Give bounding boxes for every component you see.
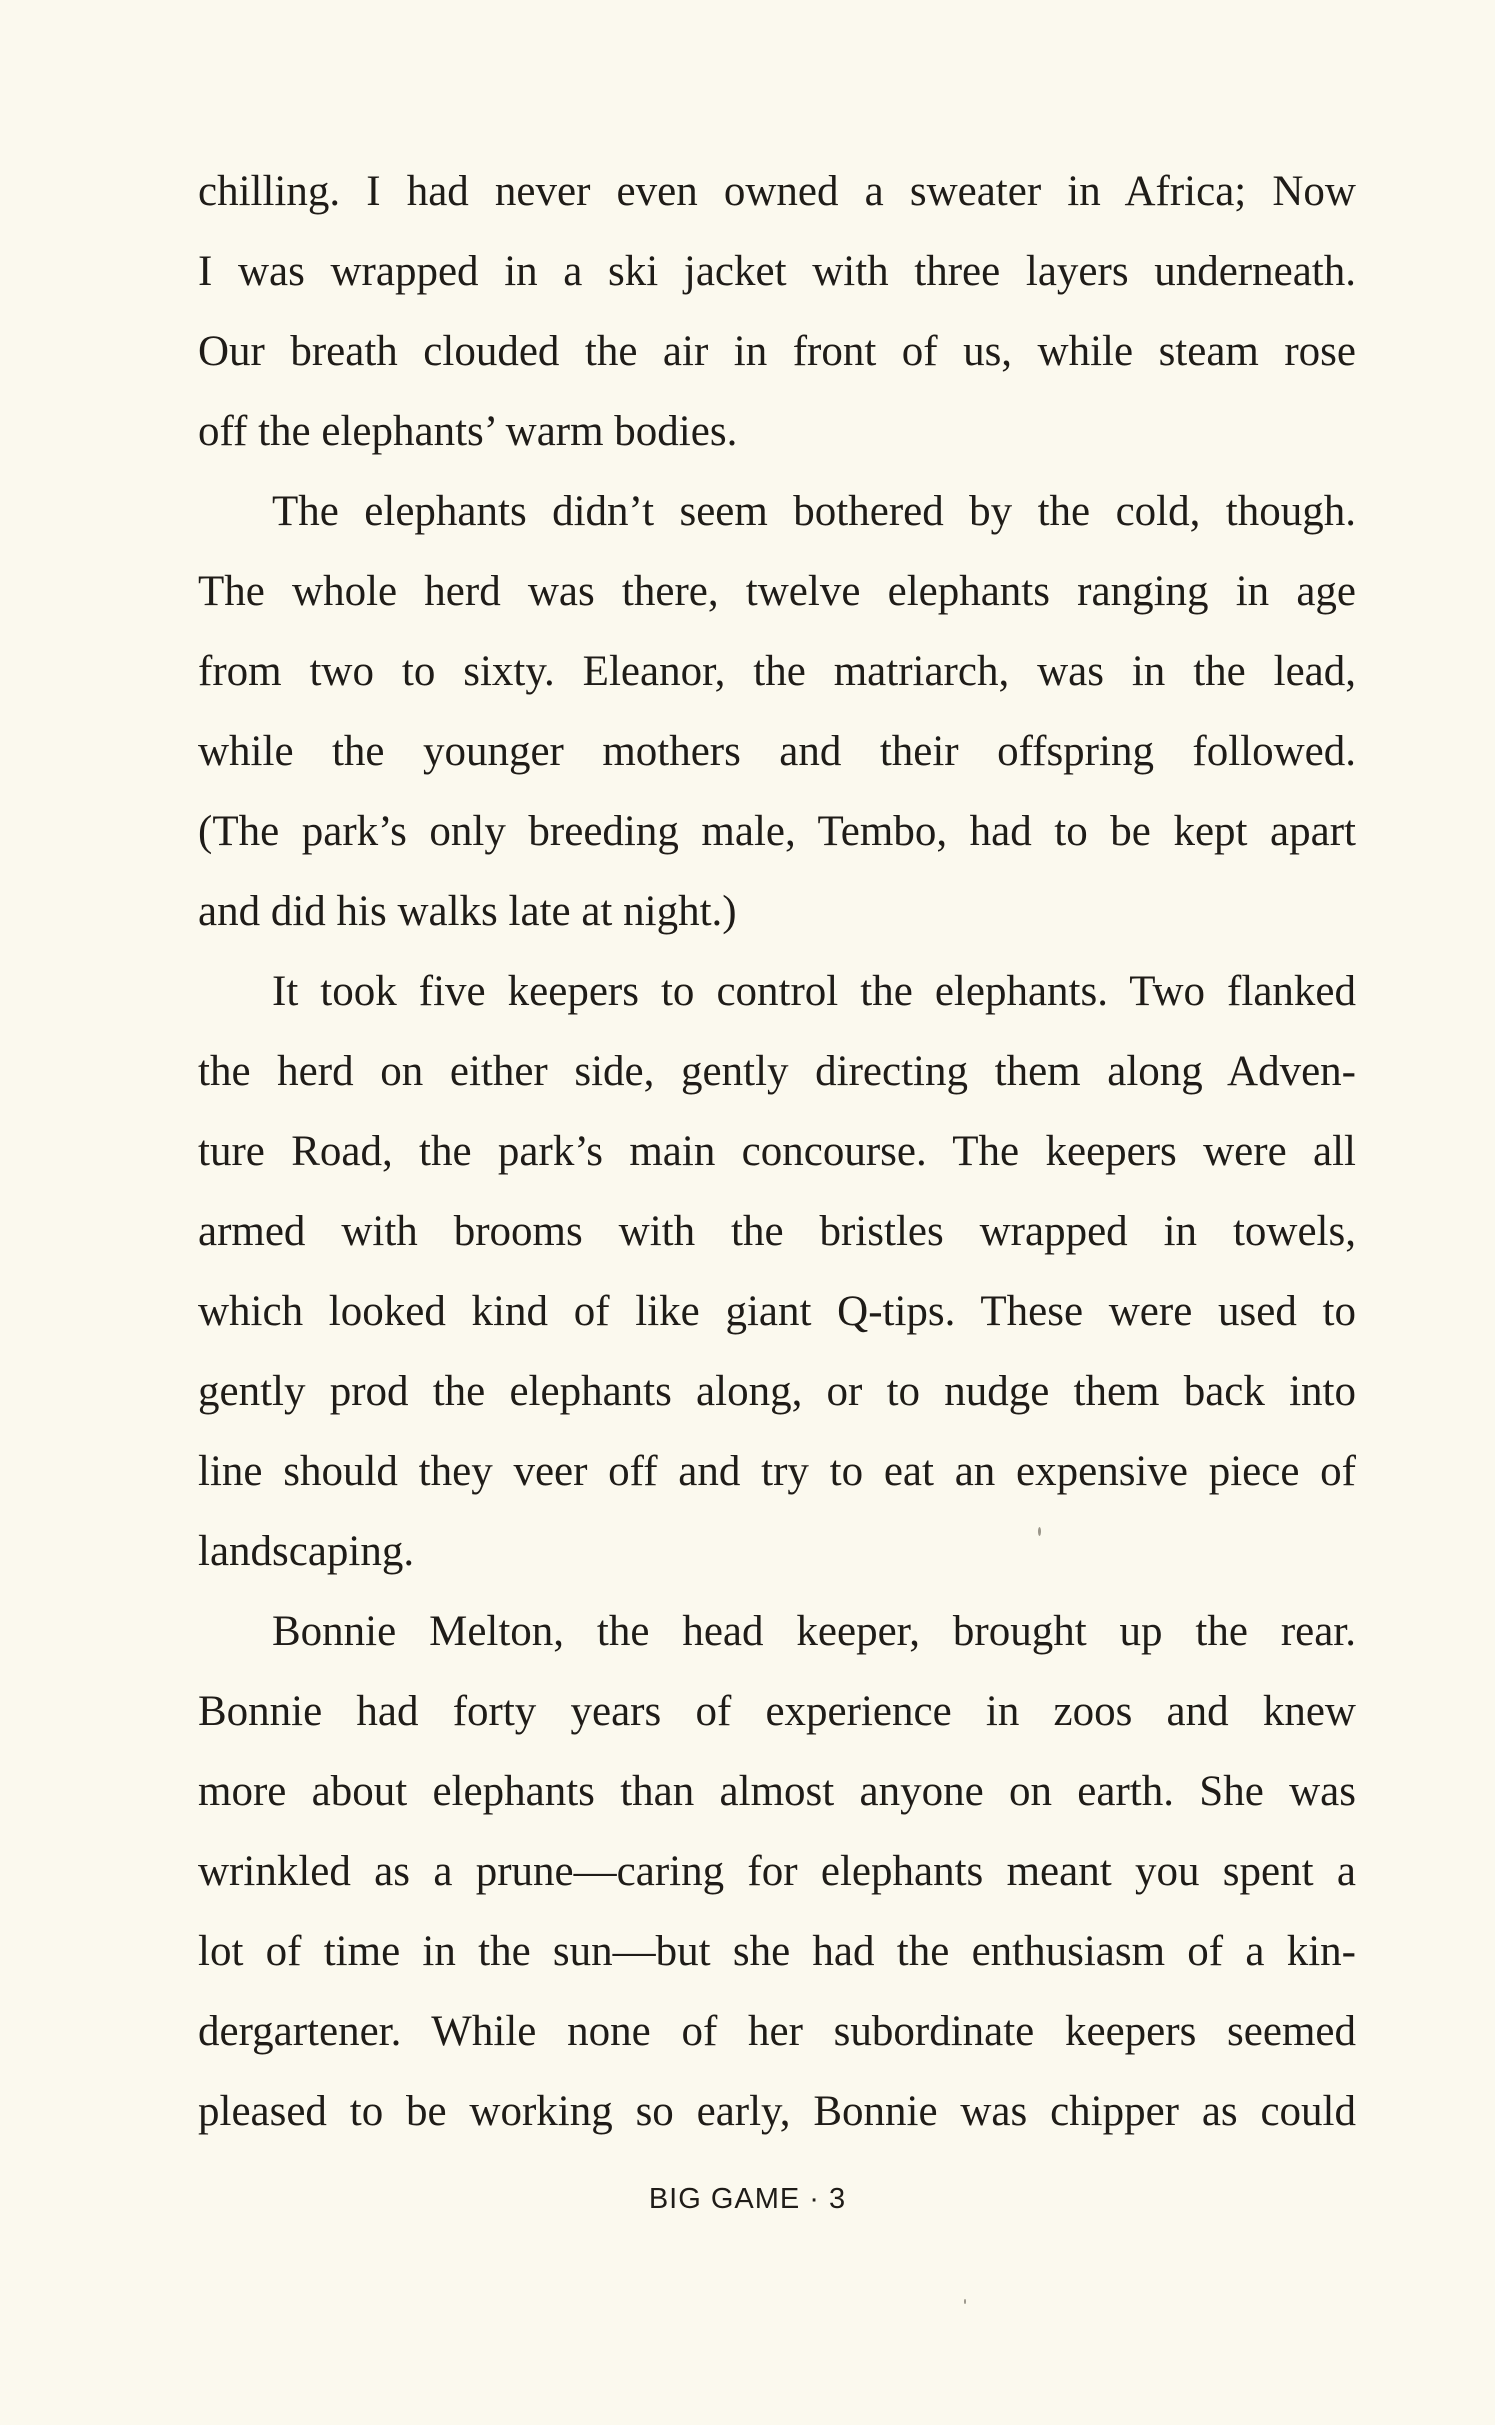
text-line: It took five keepers to control the elephants. Two flanked bbox=[272, 968, 1356, 1015]
text-line: landscaping. bbox=[198, 1528, 415, 1575]
text-line: The elephants didn’t seem bothered by the cold, though. bbox=[272, 488, 1356, 535]
paragraph-1 bbox=[198, 152, 1356, 472]
text-line: gently prod the elephants along, or to nudge them back into bbox=[198, 1368, 1356, 1415]
text-line: Bonnie Melton, the head keeper, brought up the rear. bbox=[272, 1608, 1356, 1655]
text-line: line should they veer off and try to eat an expensive piece of bbox=[198, 1448, 1356, 1495]
text-line: I was wrapped in a ski jacket with three layers underneath. bbox=[198, 248, 1356, 295]
text-line: ture Road, the park’s main concourse. The keepers were all bbox=[198, 1128, 1356, 1175]
text-line: The whole herd was there, twelve elephants ranging in age bbox=[198, 568, 1356, 615]
paragraph-3 bbox=[198, 952, 1356, 1592]
scan-speck bbox=[964, 2299, 966, 2304]
paragraph-4 bbox=[198, 1592, 1356, 2152]
text-line: Bonnie had forty years of experience in zoos and knew bbox=[198, 1688, 1356, 1735]
text-line: more about elephants than almost anyone on earth. She was bbox=[198, 1768, 1356, 1815]
text-line: lot of time in the sun—but she had the enthusiasm of a kin- bbox=[198, 1928, 1356, 1975]
text-line: (The park’s only breeding male, Tembo, had to be kept apart bbox=[198, 808, 1356, 855]
text-line: pleased to be working so early, Bonnie was chipper as could bbox=[198, 2088, 1356, 2135]
running-footer: BIG GAME · 3 bbox=[648, 2183, 847, 2215]
text-line: the herd on either side, gently directing them along Adven- bbox=[198, 1048, 1356, 1095]
text-line: off the elephants’ warm bodies. bbox=[198, 408, 738, 455]
text-line: chilling. I had never even owned a sweater in Africa; Now bbox=[198, 168, 1356, 215]
scan-speck bbox=[1038, 1527, 1041, 1536]
text-line: from two to sixty. Eleanor, the matriarch, was in the lead, bbox=[198, 648, 1356, 695]
text-line: wrinkled as a prune—caring for elephants meant you spent a bbox=[198, 1848, 1356, 1895]
text-line: armed with brooms with the bristles wrapped in towels, bbox=[198, 1208, 1356, 1255]
text-line: Our breath clouded the air in front of us, while steam rose bbox=[198, 328, 1356, 375]
text-line: dergartener. While none of her subordinate keepers seemed bbox=[198, 2008, 1356, 2055]
body-text bbox=[198, 152, 1356, 2152]
text-line: which looked kind of like giant Q-tips. These were used to bbox=[198, 1288, 1356, 1335]
text-line: and did his walks late at night.) bbox=[198, 888, 737, 935]
paragraph-2 bbox=[198, 472, 1356, 952]
text-line: while the younger mothers and their offspring followed. bbox=[198, 728, 1356, 775]
